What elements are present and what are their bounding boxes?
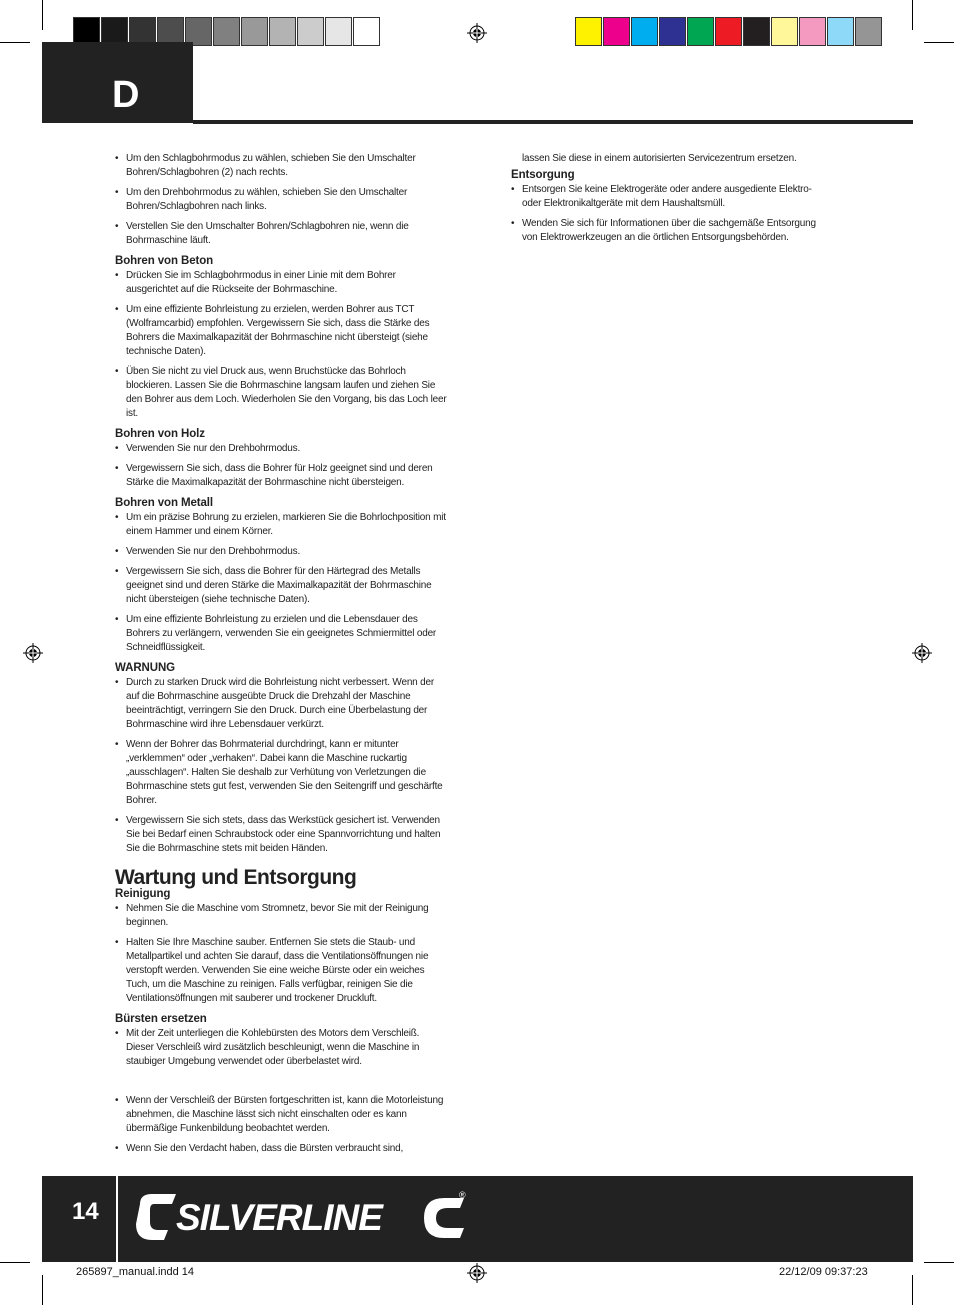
warnung-list (115, 676, 447, 856)
continuation-text: lassen Sie diese in einem autorisierten Servicezentrum ersetzen. (522, 153, 797, 164)
list-item: • Mit der Zeit unterliegen die Kohlebürsten des Motors dem Verschleiß. Dieser Verschleiß wird zusätzlich beschleunigt, wenn die Maschine in staubiger Umgebung verwendet oder überbelastet wird. (115, 1027, 447, 1069)
right-column (511, 152, 823, 251)
heading-beton: Bohren von Beton (115, 255, 214, 267)
color-swatch (715, 17, 742, 46)
registration-mark-icon (467, 23, 487, 43)
color-swatch (353, 17, 380, 46)
slug-file: 265897_manual.indd 14 (76, 1266, 195, 1278)
list-item: • Vergewissern Sie sich, dass die Bohrer für Holz geeignet sind und deren Stärke die Maximalkapazität der Bohrmaschine nicht übersteigen. (115, 462, 447, 490)
color-swatch (297, 17, 324, 46)
heading-holz: Bohren von Holz (115, 428, 205, 440)
color-swatch (743, 17, 770, 46)
header-rule (193, 120, 913, 124)
heading-entsorgung: Entsorgung (511, 169, 575, 181)
color-swatch (603, 17, 630, 46)
list-item: • Vergewissern Sie sich, dass die Bohrer für den Härtegrad des Metalls geeignet sind und deren Stärke die Maximalkapazität der Bohrmaschine nicht übersteigen (siehe technische Daten). (115, 565, 447, 607)
footer-bar (42, 1176, 913, 1262)
buersten-list (115, 1027, 447, 1156)
page-number: 14 (72, 1198, 99, 1225)
list-item: • Um eine effiziente Bohrleistung zu erzielen und die Lebensdauer des Bohrers zu verlängern, verwenden Sie ein geeignetes Schmiermittel oder Schneidflüssigkeit. (115, 613, 447, 655)
heading-wartung: Wartung und Entsorgung (115, 866, 357, 889)
color-swatch (575, 17, 602, 46)
heading-metall: Bohren von Metall (115, 497, 213, 509)
list-item: • Verstellen Sie den Umschalter Bohren/Schlagbohren nie, wenn die Bohrmaschine läuft. (115, 220, 447, 248)
list-item: • Durch zu starken Druck wird die Bohrleistung nicht verbessert. Wenn der auf die Bohrmaschine ausgeübte Druck die Drehzahl der Maschine beeinträchtigt, verringern Sie den Druck. Durch eine Überbelastung der Bohrmaschine wird ihre Lebensdauer verkürzt. (115, 676, 447, 732)
registration-mark-icon (912, 643, 932, 663)
list-item: • Wenn Sie den Verdacht haben, dass die Bürsten verbraucht sind, (115, 1142, 447, 1156)
list-item: • Wenn der Bohrer das Bohrmaterial durchdringt, kann er mitunter „verklemmen“ oder „verhaken“. Dabei kann die Maschine ruckartig „ausschlagen“. Halten Sie deshalb zur Verhütung von Verletzungen die Bohrmaschine stets gut fest, verwenden Sie den Seitengriff und geschärfte Bohrer. (115, 738, 447, 808)
intro-list (115, 152, 447, 248)
color-swatch (631, 17, 658, 46)
list-item: • Um den Drehbohrmodus zu wählen, schieben Sie den Umschalter Bohren/Schlagbohren nach links. (115, 186, 447, 214)
list-item: • Um ein präzise Bohrung zu erzielen, markieren Sie die Bohrlochposition mit einem Hammer und einem Körner. (115, 511, 447, 539)
list-item: • Vergewissern Sie sich stets, dass das Werkstück gesichert ist. Verwenden Sie bei Bedarf einen Schraubstock oder eine Spannvorrichtung und halten Sie die Bohrmaschine stets mit beiden Händen. (115, 814, 447, 856)
list-item: • Halten Sie Ihre Maschine sauber. Entfernen Sie stets die Staub- und Metallpartikel und achten Sie darauf, dass die Ventilationsöffnungen nie verstopft werden. Verwenden Sie eine weiche Bürste oder ein weiches Tuch, um die Maschine zu reinigen. Falls verfügbar, reinigen Sie die Ventilationsöffnungen mit sauberer und trockener Druckluft. (115, 936, 447, 1006)
color-swatch (241, 17, 268, 46)
heading-warnung: WARNUNG (115, 662, 175, 674)
metall-list (115, 511, 447, 655)
registered-mark: ® (459, 1190, 466, 1200)
silverline-logo (132, 1186, 472, 1246)
beton-list (115, 269, 447, 421)
list-item: • Wenden Sie sich für Informationen über die sachgemäße Entsorgung von Elektrowerkzeugen an die örtlichen Entsorgungsbehörden. (511, 217, 823, 245)
footer-divider (116, 1176, 118, 1262)
color-swatch (325, 17, 352, 46)
section-tab (42, 42, 193, 123)
list-item: • Drücken Sie im Schlagbohrmodus in einer Linie mit dem Bohrer ausgerichtet auf die Rückseite der Bohrmaschine. (115, 269, 447, 297)
section-letter: D (112, 74, 140, 116)
list-item: • Verwenden Sie nur den Drehbohrmodus. (115, 545, 447, 559)
color-swatch (827, 17, 854, 46)
brand-wordmark: SILVERLINE (176, 1197, 382, 1238)
heading-reinigung: Reinigung (115, 888, 171, 900)
list-item: • Nehmen Sie die Maschine vom Stromnetz, bevor Sie mit der Reinigung beginnen. (115, 902, 447, 930)
color-swatch (659, 17, 686, 46)
list-item: • Entsorgen Sie keine Elektrogeräte oder andere ausgediente Elektro- oder Elektronikaltgeräte mit dem Haushaltsmüll. (511, 183, 823, 211)
registration-mark-icon (467, 1263, 487, 1283)
heading-buersten: Bürsten ersetzen (115, 1013, 207, 1025)
color-swatch (269, 17, 296, 46)
list-item: • Wenn der Verschleiß der Bürsten fortgeschritten ist, kann die Motorleistung abnehmen, die Maschine lässt sich nicht einschalten oder es kann übermäßige Funkenbildung beobachtet werden. (115, 1094, 447, 1136)
list-item: • Um den Schlagbohrmodus zu wählen, schieben Sie den Umschalter Bohren/Schlagbohren (2) nach rechts. (115, 152, 447, 180)
color-swatch (687, 17, 714, 46)
color-swatch (855, 17, 882, 46)
list-item: • Um eine effiziente Bohrleistung zu erzielen, werden Bohrer aus TCT (Wolframcarbid) empfohlen. Vergewissern Sie sich, dass die Stärke des Bohrers die Maximalkapazität der Bohrmaschine nicht übersteigt (siehe technische Daten). (115, 303, 447, 359)
color-swatch (771, 17, 798, 46)
registration-mark-icon (23, 643, 43, 663)
color-swatch (213, 17, 240, 46)
holz-list (115, 442, 447, 490)
color-swatch (799, 17, 826, 46)
list-item: • Üben Sie nicht zu viel Druck aus, wenn Bruchstücke das Bohrloch blockieren. Lassen Sie die Bohrmaschine langsam laufen und ziehen Sie den Bohrer aus dem Loch. Wiederholen Sie den Vorgang, bis das Loch leer ist. (115, 365, 447, 421)
list-item: • Verwenden Sie nur den Drehbohrmodus. (115, 442, 447, 456)
left-column (115, 152, 447, 1162)
reinigung-list (115, 902, 447, 1006)
entsorgung-list (511, 183, 823, 245)
slug-timestamp: 22/12/09 09:37:23 (779, 1266, 868, 1278)
